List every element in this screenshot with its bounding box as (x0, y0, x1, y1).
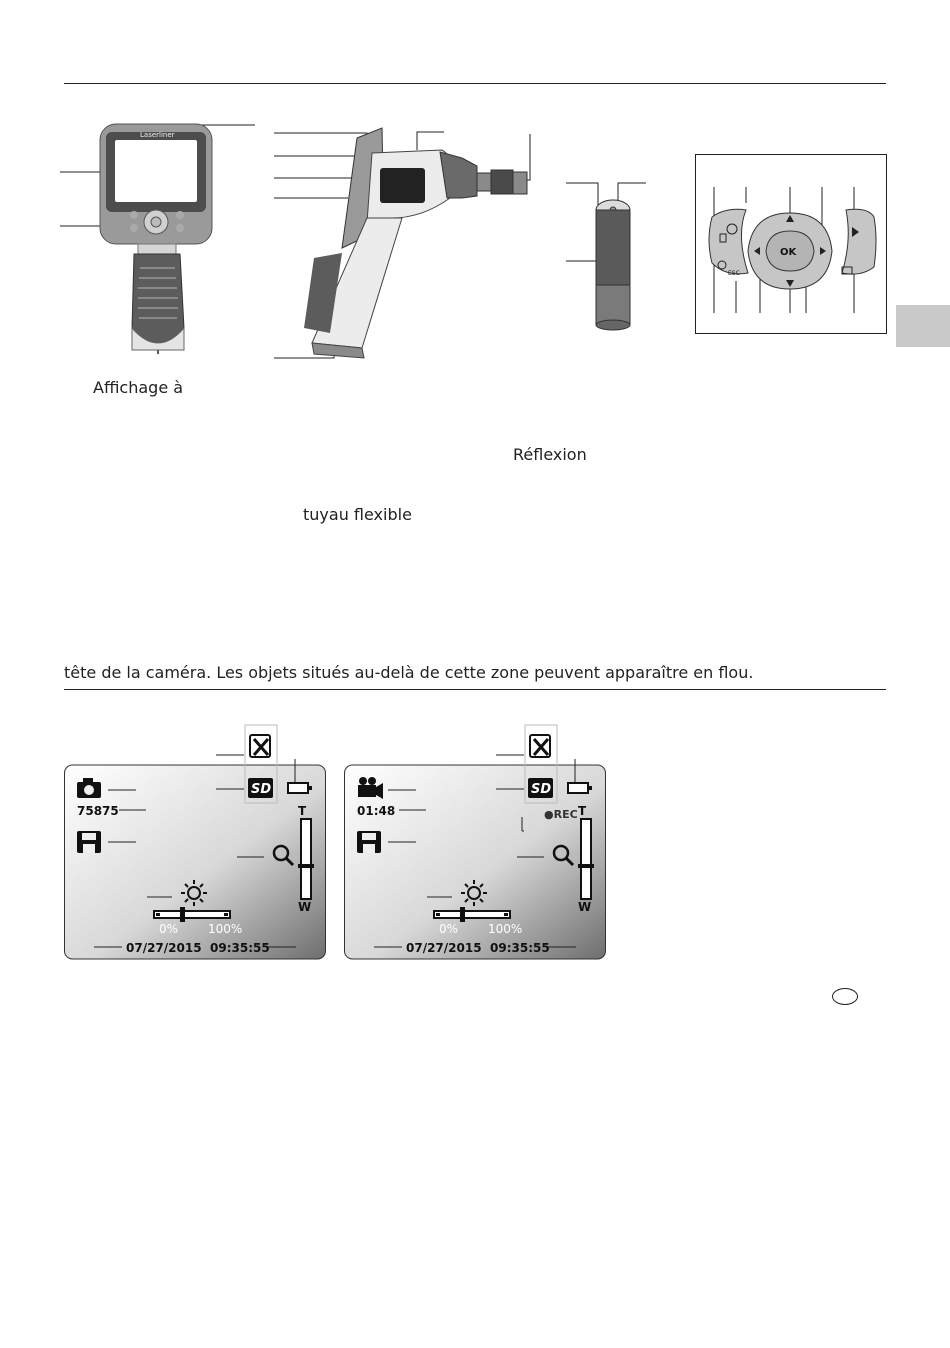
brightness-max-label: 100% (488, 922, 523, 936)
device-side-illustration (272, 118, 542, 363)
video-duration: 01:48 (357, 804, 396, 818)
tuyau-label: tuyau flexible (303, 505, 412, 524)
camera-head-note: tête de la caméra. Les objets situés au-delà de cette zone peuvent apparaître en flou. (64, 663, 754, 682)
zoom-tele-label: T (298, 804, 307, 818)
language-badge (832, 988, 858, 1005)
no-sd-card-icon (530, 735, 550, 757)
video-time: 09:35:55 (490, 941, 550, 955)
battery-icon (288, 783, 312, 793)
sd-card-icon (528, 778, 553, 798)
side-tab-marker (896, 305, 950, 347)
photo-time: 09:35:55 (210, 941, 270, 955)
control-panel-illustration (696, 155, 886, 333)
device-front-illustration (60, 118, 260, 358)
top-rule (64, 83, 886, 84)
save-icon (77, 831, 101, 853)
affichage-label: Affichage à (93, 378, 184, 397)
photo-mode-screen (64, 725, 326, 961)
brand-label: Laserliner (140, 131, 175, 139)
video-date: 07/27/2015 (406, 941, 482, 955)
ok-button-label: OK (780, 247, 797, 258)
svg-text:SD: SD (251, 782, 272, 797)
brightness-min-label: 0% (439, 922, 459, 936)
save-icon (357, 831, 381, 853)
no-sd-card-icon (250, 735, 270, 757)
photo-date: 07/27/2015 (126, 941, 202, 955)
esc-button-label: ESC (728, 270, 740, 277)
zoom-wide-label: W (578, 900, 592, 914)
zoom-wide-label: W (298, 900, 312, 914)
photo-counter: 75875 (77, 804, 119, 818)
video-mode-screen (344, 725, 606, 961)
reflexion-label: Réflexion (513, 445, 587, 464)
sd-card-icon (248, 778, 273, 798)
camera-head-illustration (560, 175, 660, 335)
rec-indicator: ●REC (544, 808, 578, 821)
brightness-max-label: 100% (208, 922, 243, 936)
middle-rule (64, 689, 886, 690)
zoom-tele-label: T (578, 804, 587, 818)
svg-text:SD: SD (531, 782, 552, 797)
battery-icon (568, 783, 592, 793)
brightness-min-label: 0% (159, 922, 179, 936)
